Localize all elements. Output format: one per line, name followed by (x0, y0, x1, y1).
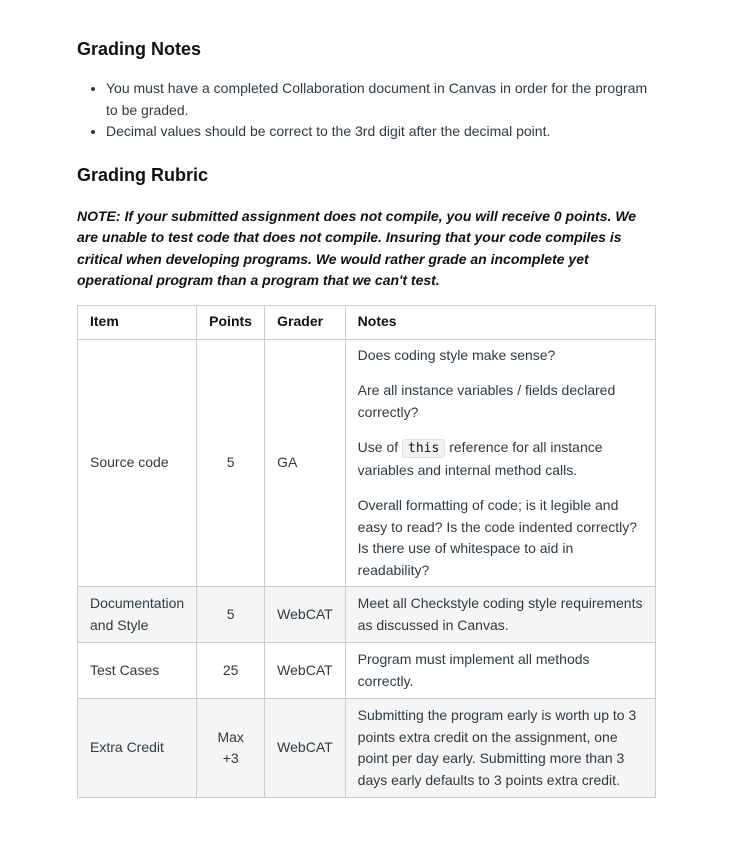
table-header-row (78, 305, 656, 339)
table-row (78, 643, 656, 699)
table-row (78, 339, 656, 587)
grading-notes-heading: Grading Notes (77, 39, 202, 59)
list-item: • Decimal values should be correct to the 3rd digit after the decimal point. (106, 121, 656, 143)
cell-item: Documentation and Style (78, 587, 197, 643)
cell-notes: Program must implement all methods correctly. (345, 643, 655, 699)
cell-item: Source code (78, 339, 197, 587)
cell-item: Test Cases (78, 643, 197, 699)
cell-grader: WebCAT (265, 643, 346, 699)
grading-notes-list (77, 78, 656, 143)
cell-notes (345, 339, 655, 587)
cell-grader: WebCAT (265, 699, 346, 798)
cell-grader: GA (265, 339, 346, 587)
table-row (78, 699, 656, 798)
header-notes: Notes (345, 305, 655, 339)
cell-notes: Meet all Checkstyle coding style requirements as discussed in Canvas. (345, 587, 655, 643)
cell-points: 5 (197, 339, 265, 587)
cell-points: Max +3 (197, 699, 265, 798)
header-item: Item (78, 305, 197, 339)
table-row (78, 587, 656, 643)
notes-paragraph (358, 437, 643, 481)
cell-grader: WebCAT (265, 587, 346, 643)
cell-notes: Submitting the program early is worth up to 3 points extra credit on the assignment, one point per day early. Submitting more than 3 days early defaults to 3 points extra credit. (345, 699, 655, 798)
grading-rubric-heading: Grading Rubric (77, 164, 209, 185)
compile-warning-note: NOTE: If your submitted assignment does not compile, you will receive 0 points. We are unable to test code that does not compile. Insuring that your code compiles is critical when developing programs. We would rather grade an incomplete yet operational program than a program that we can't test. (77, 207, 637, 288)
header-points: Points (197, 305, 265, 339)
cell-item: Extra Credit (78, 699, 197, 798)
cell-points: 25 (197, 643, 265, 699)
notes-paragraph: Are all instance variables / fields declared correctly? (357, 382, 616, 420)
list-item: • You must have a completed Collaboration document in Canvas in order for the program to be graded. (106, 78, 656, 121)
cell-points: 5 (197, 587, 265, 643)
header-grader: Grader (265, 305, 346, 339)
notes-text: reference for all instance variables and internal method calls. (357, 439, 603, 478)
notes-paragraph: Overall formatting of code; is it legible and easy to read? Is the code indented correctly? Is there use of whitespace to aid in readability? (357, 497, 638, 578)
notes-text: Use of (357, 439, 403, 455)
inline-code: this (402, 439, 445, 458)
rubric-table (77, 305, 656, 799)
notes-paragraph: Does coding style make sense? (357, 346, 556, 363)
